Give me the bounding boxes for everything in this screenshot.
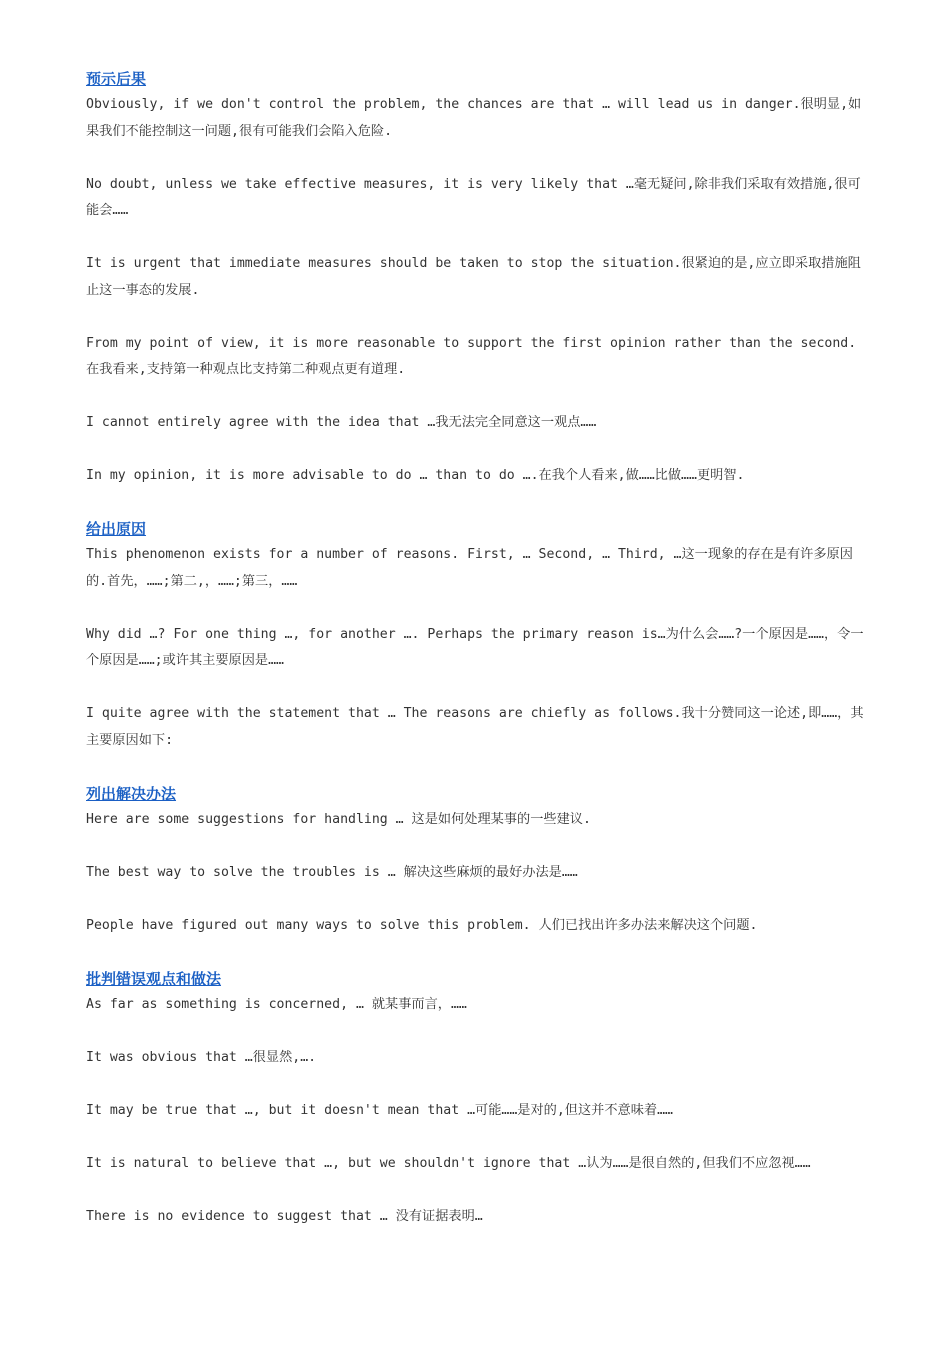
paragraph: The best way to solve the troubles is … 解决这些麻烦的最好办法是……	[86, 864, 578, 880]
section-heading-consequences[interactable]: 预示后果	[86, 70, 147, 88]
paragraph: Why did …? For one thing …, for another …. Perhaps the primary reason is…为什么会……?一个原因是……，令一个原因是……;或许其主要原因是……	[86, 626, 864, 668]
paragraph: People have figured out many ways to solve this problem. 人们已找出许多办法来解决这个问题.	[86, 917, 758, 933]
paragraph: It was obvious that …很显然,….	[86, 1049, 317, 1065]
paragraph: No doubt, unless we take effective measures, it is very likely that …毫无疑问,除非我们采取有效措施,很可能会……	[86, 176, 861, 218]
section-criticism	[86, 966, 866, 1231]
paragraph: Obviously, if we don't control the problem, the chances are that … will lead us in danger.很明显,如果我们不能控制这一问题,很有可能我们会陷入危险.	[86, 97, 862, 139]
paragraph: I quite agree with the statement that … The reasons are chiefly as follows.我十分赞同这一论述,即……，其主要原因如下:	[86, 706, 864, 748]
section-consequences	[86, 66, 866, 490]
document-page	[86, 66, 866, 1257]
section-heading-reasons[interactable]: 给出原因	[86, 520, 147, 538]
section-solutions	[86, 781, 866, 940]
section-heading-criticism[interactable]: 批判错误观点和做法	[86, 969, 222, 988]
paragraph: In my opinion, it is more advisable to do … than to do ….在我个人看来,做……比做……更明智.	[86, 468, 745, 483]
paragraph: From my point of view, it is more reasonable to support the first opinion rather than the second. 在我看来,支持第一种观点比支持第二种观点更有道理.	[86, 335, 857, 377]
paragraph: It is urgent that immediate measures should be taken to stop the situation.很紧迫的是,应立即采取措施阻止这一事态的发展.	[86, 256, 861, 298]
section-heading-solutions[interactable]: 列出解决办法	[86, 784, 177, 803]
paragraph: I cannot entirely agree with the idea that …我无法完全同意这一观点……	[86, 415, 597, 430]
paragraph: There is no evidence to suggest that … 没有证据表明…	[86, 1208, 483, 1224]
paragraph: This phenomenon exists for a number of reasons. First, … Second, … Third, …这一现象的存在是有许多原因的.首先，……;第二,，……;第三，……	[86, 547, 853, 589]
paragraph: It may be true that …, but it doesn't mean that …可能……是对的,但这并不意味着……	[86, 1102, 673, 1118]
paragraph: Here are some suggestions for handling … 这是如何处理某事的一些建议.	[86, 811, 591, 827]
paragraph: It is natural to believe that …, but we shouldn't ignore that …认为……是很自然的,但我们不应忽视……	[86, 1155, 811, 1171]
section-reasons	[86, 516, 866, 754]
paragraph: As far as something is concerned, … 就某事而言，……	[86, 996, 467, 1012]
